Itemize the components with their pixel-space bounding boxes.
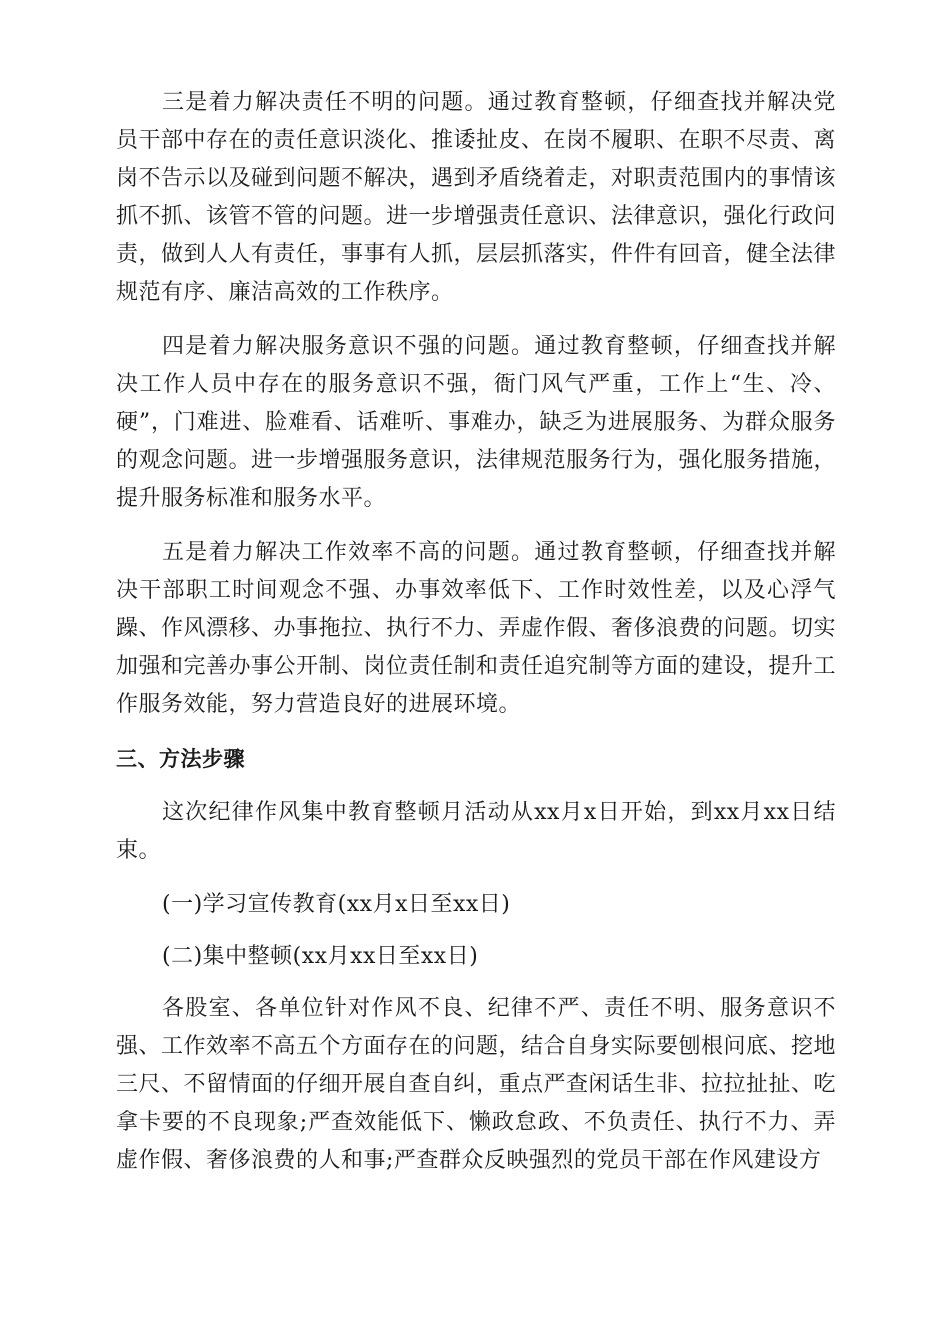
paragraph-self-inspection: 各股室、各单位针对作风不良、纪律不严、责任不明、服务意识不强、工作效率不高五个方面存在的问题，结合自身实际要刨根问底、挖地三尺、不留情面的仔细开展自查自纠，重点严查闲话生非、拉拉扯扯、吃拿卡要的不良现象;严查效能低下、懒政怠政、不负责任、执行不力、弄虚作假、奢侈浪费的人和事;严查群众反映强烈的党员干部在作风建设方	[116, 996, 837, 1173]
section-heading-methods: 三、方法步骤	[116, 747, 245, 771]
paragraph-service-awareness: 四是着力解决服务意识不强的问题。通过教育整顿，仔细查找并解决工作人员中存在的服务意识不强，衙门风气严重，工作上“生、冷、硬”，门难进、脸难看、话难听、事难办，缺乏为进展服务、为群众服务的观念问题。进一步增强服务意识，法律规范服务行为，强化服务措施，提升服务标准和服务水平。	[116, 334, 837, 511]
step-concentrated-rectification: (二)集中整顿(xx月xx日至xx日)	[162, 944, 479, 969]
step-study-education: (一)学习宣传教育(xx月x日至xx日)	[162, 892, 511, 917]
paragraph-work-efficiency: 五是着力解决工作效率不高的问题。通过教育整顿，仔细查找并解决干部职工时间观念不强、办事效率低下、工作时效性差，以及心浮气躁、作风漂移、办事拖拉、执行不力、弄虚作假、奢侈浪费的问题。切实加强和完善办事公开制、岗位责任制和责任追究制等方面的建设，提升工作服务效能，努力营造良好的进展环境。	[116, 540, 837, 717]
paragraph-responsibility: 三是着力解决责任不明的问题。通过教育整顿，仔细查找并解决党员干部中存在的责任意识淡化、推诿扯皮、在岗不履职、在职不尽责、离岗不告示以及碰到问题不解决，遇到矛盾绕着走，对职责范围内的事情该抓不抓、该管不管的问题。进一步增强责任意识、法律意识，强化行政问责，做到人人有责任，事事有人抓，层层抓落实，件件有回音，健全法律规范有序、廉洁高效的工作秩序。	[116, 90, 837, 305]
document-page	[116, 84, 836, 1180]
paragraph-schedule: 这次纪律作风集中教育整顿月活动从xx月x日开始，到xx月xx日结束。	[116, 800, 836, 863]
